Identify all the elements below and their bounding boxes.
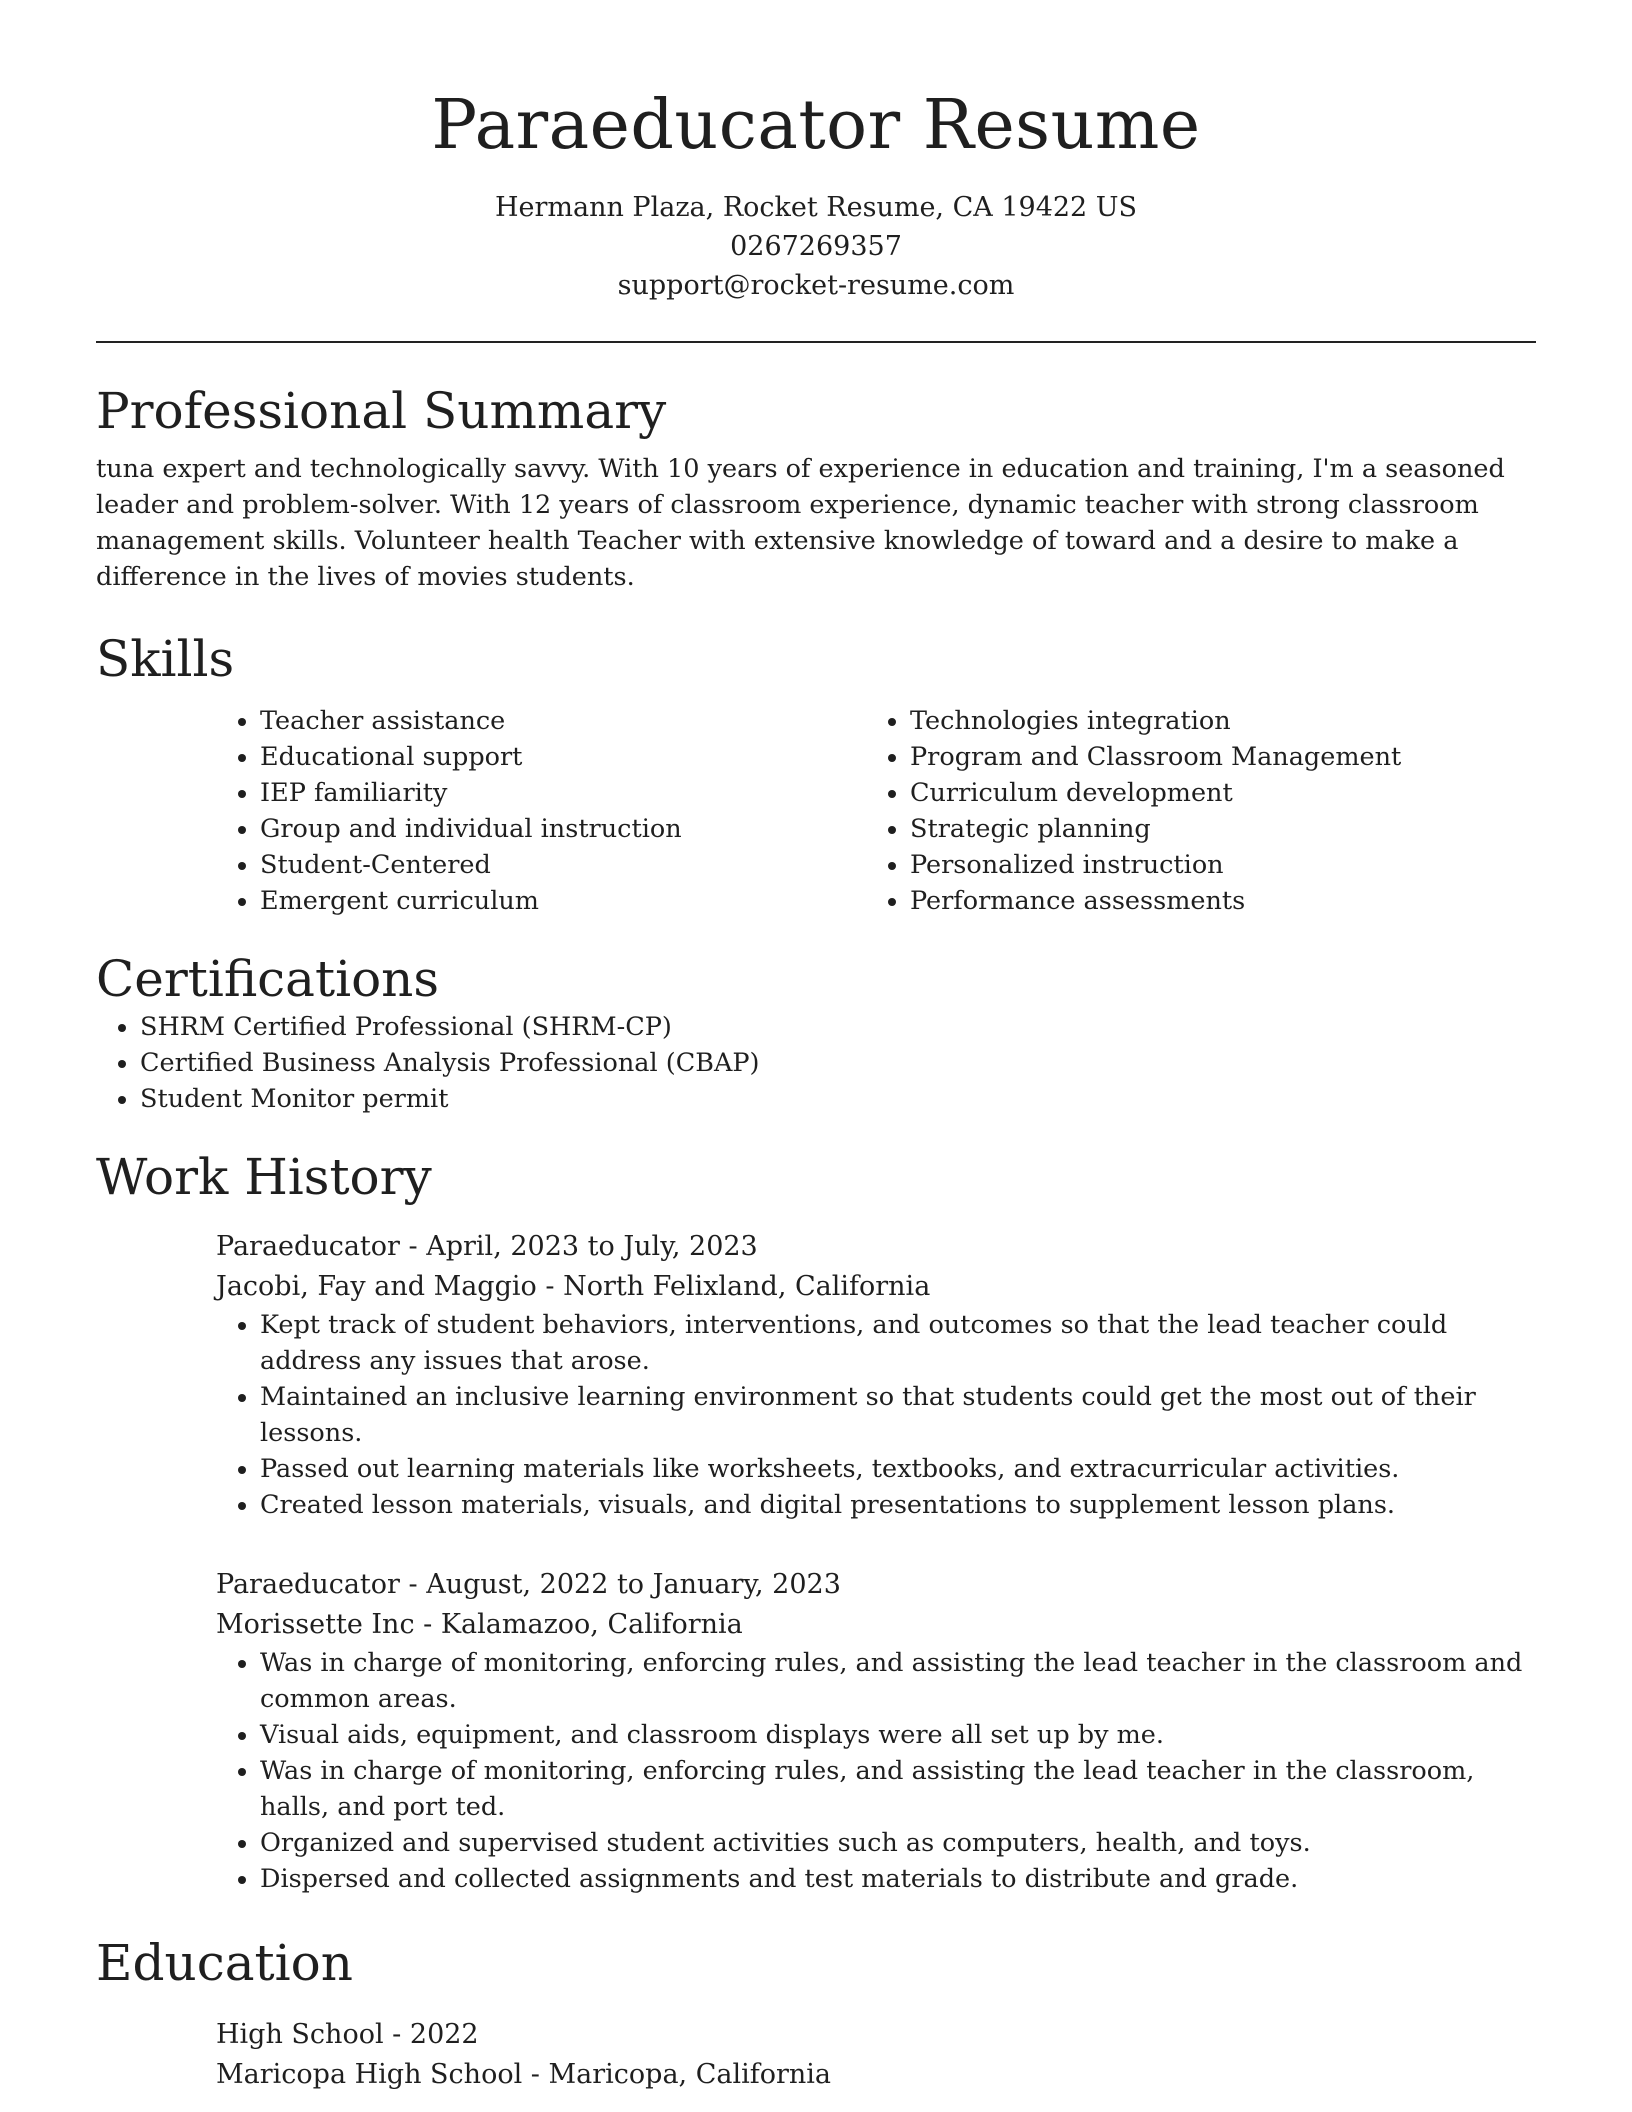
skill-item: • Program and Classroom Management bbox=[910, 739, 1516, 775]
header-divider bbox=[96, 341, 1536, 343]
work-history-section bbox=[96, 1147, 1536, 1897]
job-duty: • Was in charge of monitoring, enforcing rules, and assisting the lead teacher in the classroom, halls, and port ted. bbox=[260, 1753, 1536, 1825]
skills-list-right bbox=[866, 703, 1516, 919]
education-entry bbox=[216, 2015, 1536, 2095]
job-duty: • Was in charge of monitoring, enforcing rules, and assisting the lead teacher in the classroom and common areas. bbox=[260, 1645, 1536, 1717]
skill-item: • Personalized instruction bbox=[910, 847, 1516, 883]
skills-grid bbox=[216, 703, 1536, 919]
job-duty: • Kept track of student behaviors, interventions, and outcomes so that the lead teacher could address any issues that arose. bbox=[260, 1307, 1536, 1379]
job-location: Kalamazoo, California bbox=[440, 1609, 743, 1640]
job-duties-list bbox=[216, 1307, 1536, 1523]
education-school: Maricopa High School bbox=[216, 2059, 523, 2090]
separator: - bbox=[399, 1569, 427, 1600]
education-year: 2022 bbox=[409, 2019, 479, 2050]
skill-item: • Emergent curriculum bbox=[260, 883, 866, 919]
summary-section bbox=[96, 381, 1536, 595]
certifications-section bbox=[96, 949, 1536, 1117]
skill-item: • Curriculum development bbox=[910, 775, 1516, 811]
separator: - bbox=[536, 1271, 564, 1302]
certification-item: • Student Monitor permit bbox=[140, 1081, 1536, 1117]
work-history-heading: Work History bbox=[96, 1148, 432, 1206]
skill-item: • Technologies integration bbox=[910, 703, 1516, 739]
separator: - bbox=[399, 1231, 427, 1262]
skills-column-left bbox=[216, 703, 866, 919]
job-entry bbox=[216, 1565, 1536, 1897]
resume-title: Paraeducator Resume bbox=[431, 86, 1201, 165]
job-duty: • Organized and supervised student activities such as computers, health, and toys. bbox=[260, 1825, 1536, 1861]
skill-item: • Group and individual instruction bbox=[260, 811, 866, 847]
job-company-line bbox=[216, 1267, 1536, 1307]
skill-item: • Student-Centered bbox=[260, 847, 866, 883]
skills-list-left bbox=[216, 703, 866, 919]
job-duty: • Dispersed and collected assignments and test materials to distribute and grade. bbox=[260, 1861, 1536, 1897]
job-title-line bbox=[216, 1565, 1536, 1605]
resume-page bbox=[96, 0, 1536, 2095]
certifications-list bbox=[96, 1009, 1536, 1117]
job-company: Jacobi, Fay and Maggio bbox=[216, 1271, 537, 1302]
separator: - bbox=[414, 1609, 441, 1640]
education-location: Maricopa, California bbox=[548, 2059, 832, 2090]
job-dates: August, 2022 to January, 2023 bbox=[426, 1569, 841, 1600]
job-company: Morissette Inc bbox=[216, 1609, 415, 1640]
contact-email: support@rocket-resume.com bbox=[617, 270, 1015, 301]
education-degree: High School bbox=[216, 2019, 384, 2050]
job-duties-list bbox=[216, 1645, 1536, 1897]
job-entry bbox=[216, 1227, 1536, 1523]
education-heading: Education bbox=[96, 1934, 353, 1992]
contact-info bbox=[96, 188, 1536, 305]
job-location: North Felixland, California bbox=[563, 1271, 931, 1302]
skill-item: • Performance assessments bbox=[910, 883, 1516, 919]
skill-item: • Educational support bbox=[260, 739, 866, 775]
skills-column-right bbox=[866, 703, 1516, 919]
job-title-line bbox=[216, 1227, 1536, 1267]
certification-item: • Certified Business Analysis Professional (CBAP) bbox=[140, 1045, 1536, 1081]
job-role: Paraeducator bbox=[216, 1231, 400, 1262]
contact-address: Hermann Plaza, Rocket Resume, CA 19422 US bbox=[494, 192, 1138, 223]
job-role: Paraeducator bbox=[216, 1569, 400, 1600]
job-dates: April, 2023 to July, 2023 bbox=[426, 1231, 758, 1262]
job-duty: • Visual aids, equipment, and classroom displays were all set up by me. bbox=[260, 1717, 1536, 1753]
skill-item: • IEP familiarity bbox=[260, 775, 866, 811]
job-company-line bbox=[216, 1605, 1536, 1645]
education-school-line bbox=[216, 2055, 1536, 2095]
skills-section bbox=[96, 629, 1536, 919]
job-duty: • Created lesson materials, visuals, and digital presentations to supplement lesson plans. bbox=[260, 1487, 1536, 1523]
certification-item: • SHRM Certified Professional (SHRM-CP) bbox=[140, 1009, 1536, 1045]
separator: - bbox=[383, 2019, 410, 2050]
resume-header bbox=[96, 0, 1536, 305]
education-degree-line bbox=[216, 2015, 1536, 2055]
summary-text: tuna expert and technologically savvy. With 10 years of experience in education and training, I'm a seasoned leader and problem-solver. With 12 years of classroom experience, dynamic teacher with strong classroom management skills. Volunteer health Teacher with extensive knowledge of toward and a desire to make a difference in the lives of movies students. bbox=[96, 454, 1505, 592]
summary-heading: Professional Summary bbox=[96, 382, 667, 440]
certifications-heading: Certifications bbox=[96, 950, 440, 1008]
education-section bbox=[96, 1933, 1536, 2095]
contact-phone: 0267269357 bbox=[730, 231, 902, 262]
skill-item: • Strategic planning bbox=[910, 811, 1516, 847]
skill-item: • Teacher assistance bbox=[260, 703, 866, 739]
job-duty: • Passed out learning materials like worksheets, textbooks, and extracurricular activities. bbox=[260, 1451, 1536, 1487]
job-duty: • Maintained an inclusive learning environment so that students could get the most out of their lessons. bbox=[260, 1379, 1536, 1451]
skills-heading: Skills bbox=[96, 630, 235, 688]
separator: - bbox=[522, 2059, 549, 2090]
